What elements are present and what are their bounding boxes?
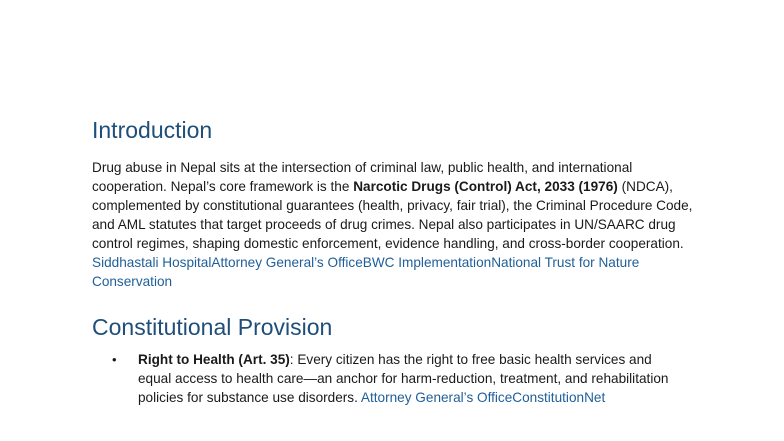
source-link-constitutionnet[interactable]: ConstitutionNet bbox=[512, 390, 606, 405]
section-heading-introduction: Introduction bbox=[92, 117, 213, 143]
source-link-bwc-implementation[interactable]: BWC Implementation bbox=[362, 255, 492, 270]
source-link-attorney-general-office-2[interactable]: Attorney General’s Office bbox=[360, 390, 513, 405]
bullet-bold-label: Right to Health (Art. 35) bbox=[138, 352, 290, 367]
bullet-icon: • bbox=[112, 352, 117, 367]
intro-paragraph bbox=[92, 158, 697, 291]
act-name-bold: Narcotic Drugs (Control) Act, 2033 (1976) bbox=[353, 179, 618, 194]
section-heading-constitutional-provision: Constitutional Provision bbox=[92, 314, 333, 340]
intro-text-rest: (NDCA), complemented by constitutional guarantees (health, privacy, fair trial), the Criminal Procedure Code, and AML statutes that target proceeds of drug crimes. Nepal also participates in UN/SAARC drug control regimes, shaping domestic enforcement, evidence handling, and cross-border cooperation. bbox=[92, 179, 693, 251]
bullet-text bbox=[138, 350, 678, 407]
source-link-attorney-general-office[interactable]: Attorney General’s Office bbox=[211, 255, 363, 270]
source-link-national-trust[interactable]: National Trust for Nature Conservation bbox=[92, 255, 640, 289]
list-item bbox=[112, 350, 702, 407]
bullet-body: : Every citizen has the right to free basic health services and equal access to health care—an anchor for harm-reduction, treatment, and rehabilitation policies for substance use disorders. bbox=[138, 352, 669, 405]
intro-text-lead: Drug abuse in Nepal sits at the intersection of criminal law, public health, and international cooperation. Nepal’s core framework is the bbox=[92, 160, 633, 194]
source-link-siddhastali-hospital[interactable]: Siddhastali Hospital bbox=[92, 255, 212, 270]
